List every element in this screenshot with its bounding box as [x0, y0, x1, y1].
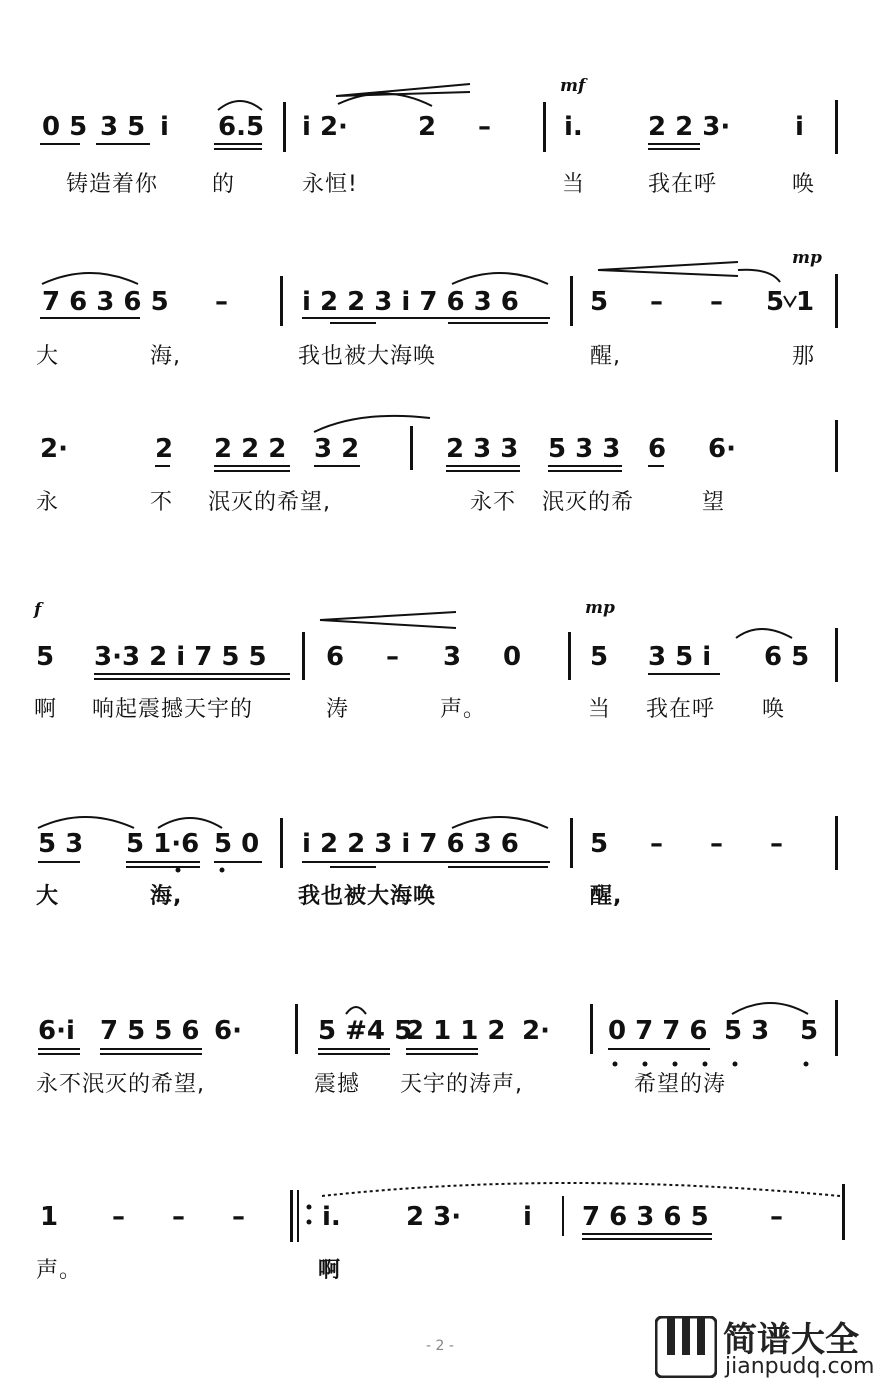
lyric: 希望的涛	[634, 1072, 727, 1097]
note-dash: –	[478, 112, 491, 142]
lyric: 不	[150, 490, 174, 515]
lyric: 永	[36, 490, 60, 515]
note-group: 2 2 3·	[648, 112, 731, 142]
lyric: 海,	[150, 884, 183, 909]
watermark-url: jianpudq.com	[725, 1354, 875, 1379]
note-group: 2 2 2	[214, 434, 287, 464]
lyric: 当	[588, 697, 612, 722]
note-group: 5 0	[214, 829, 260, 859]
lyric: 那	[792, 344, 816, 369]
note-group: 6	[648, 434, 667, 464]
note-group: i 2 2 3 i 7 6 3 6	[302, 829, 519, 859]
note-group: 5	[590, 287, 609, 317]
note-dash: –	[650, 287, 663, 317]
note-group: 5	[800, 1016, 819, 1046]
note-group: 0 5	[42, 112, 88, 142]
note-dash: –	[710, 287, 723, 317]
note-group: 5	[590, 829, 609, 859]
note-group: 2 1 1 2	[406, 1016, 506, 1046]
note-group: 6·	[214, 1016, 242, 1046]
watermark-title: 简谱大全	[723, 1320, 859, 1360]
note-dash: –	[386, 642, 399, 672]
note-group: 2·	[522, 1016, 550, 1046]
note-group: i.	[564, 112, 583, 142]
lyric: 我在呼	[648, 172, 718, 197]
dynamic-mark: mf	[560, 76, 586, 96]
note-group: 2	[155, 434, 174, 464]
note-group: 5 3	[724, 1016, 770, 1046]
note-group: i	[795, 112, 804, 142]
lyric: 醒,	[590, 884, 623, 909]
note-dash: –	[215, 287, 228, 317]
lyric: 望	[702, 490, 726, 515]
note-group: 0 7 7 6	[608, 1016, 708, 1046]
note-group: 5	[766, 287, 785, 317]
lyric: 我也被大海唤	[298, 884, 437, 909]
note-group: 1	[40, 1202, 59, 1232]
note-group: 5 3	[38, 829, 84, 859]
lyric: 我也被大海唤	[298, 344, 437, 369]
lyric: 永恒!	[302, 172, 358, 197]
piano-keys-icon	[655, 1316, 717, 1378]
lyric: 永不泯灭的希望,	[36, 1072, 205, 1097]
lyric: 唤	[762, 697, 786, 722]
note-group: 6.5	[218, 112, 265, 142]
note-group: 3 2	[314, 434, 360, 464]
note-dash: –	[770, 1202, 783, 1232]
lyric: 铸造着你	[66, 172, 159, 197]
lyric: 的	[212, 172, 236, 197]
lyric: 涛	[326, 697, 350, 722]
lyric: 永不	[470, 490, 517, 515]
note-group: i 2 2 3 i 7 6 3 6	[302, 287, 519, 317]
note-dash: –	[770, 829, 783, 859]
note-group: 2 3 3	[446, 434, 519, 464]
lyric: 大	[36, 344, 60, 369]
note-dash: –	[650, 829, 663, 859]
lyric: 声。	[440, 697, 487, 722]
note-group: 1	[796, 287, 815, 317]
note-group: 2	[418, 112, 437, 142]
note-group: 7 6 3 6 5	[42, 287, 169, 317]
note-group: 7 6 3 6 5	[582, 1202, 709, 1232]
page-number: - 2 -	[426, 1338, 454, 1354]
note-dash: –	[112, 1202, 125, 1232]
lyric: 醒,	[590, 344, 621, 369]
note-group: 5 1·6	[126, 829, 200, 859]
dynamic-mark: mp	[585, 598, 615, 618]
note-group: 3·3 2 i 7 5 5	[94, 642, 267, 672]
lyric: 泯灭的希望,	[208, 490, 331, 515]
note-group: i.	[322, 1202, 341, 1232]
lyric: 我在呼	[646, 697, 716, 722]
note-dash: –	[232, 1202, 245, 1232]
lyric: 海,	[150, 344, 181, 369]
note-group: 6 5	[764, 642, 810, 672]
dynamic-mark: f	[34, 600, 42, 620]
note-group: 5	[590, 642, 609, 672]
note-group: 6·	[708, 434, 736, 464]
lyric: 啊	[318, 1258, 342, 1283]
note-group: i	[160, 112, 169, 142]
note-group: 5 #4 5	[318, 1016, 413, 1046]
note-group: 6·i	[38, 1016, 75, 1046]
lyric: 唤	[792, 172, 816, 197]
note-group: 5 3 3	[548, 434, 621, 464]
note-group: 3 5 i	[648, 642, 712, 672]
note-group: 7 5 5 6	[100, 1016, 200, 1046]
lyric: 声。	[36, 1258, 83, 1283]
note-dash: –	[710, 829, 723, 859]
note-group: i 2·	[302, 112, 348, 142]
lyric: 当	[562, 172, 586, 197]
note-dash: –	[172, 1202, 185, 1232]
note-group: i	[523, 1202, 532, 1232]
lyric: 天宇的涛声,	[400, 1072, 523, 1097]
note-group: 6	[326, 642, 345, 672]
note-group: 2 3·	[406, 1202, 462, 1232]
lyric: 震撼	[314, 1072, 361, 1097]
lyric: 泯灭的希	[542, 490, 635, 515]
note-group: 5	[36, 642, 55, 672]
note-group: 3 5	[100, 112, 146, 142]
note-group: 3	[443, 642, 462, 672]
dynamic-mark: mp	[792, 248, 822, 268]
lyric: 响起震撼天宇的	[92, 697, 254, 722]
watermark-logo	[655, 1312, 880, 1381]
note-group: 0	[503, 642, 522, 672]
lyric: 啊	[34, 697, 58, 722]
note-group: 2·	[40, 434, 68, 464]
lyric: 大	[36, 884, 60, 909]
